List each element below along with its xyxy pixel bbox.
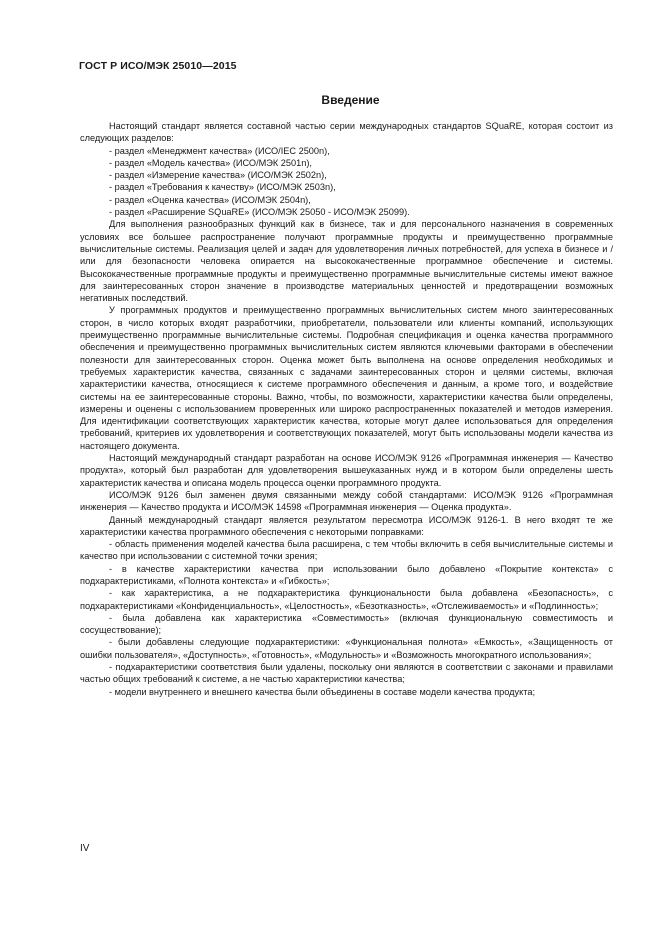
paragraph: У программных продуктов и преимущественно программных вычислительных систем много заинтересованных сторон, в число которых входят разработчики, приобретатели, пользователи или клиенты компаний, использующих преимущественно программные вычислительные системы. Подробная спецификация и оценка качества программного обеспечения и преимущественно программных вычислительных систем являются ключевыми факторами в обеспечении полезности для заинтересованных сторон. Оценка может быть выполнена на основе определения необходимых и требуемых характеристик качества, связанных с задачами заинтересованных сторон и целями системы, включая характеристики качества, относящиеся к системе программного обеспечения и данным, а кроме того, и воздействие системы на ее заинтересованные стороны. Важно, чтобы, по возможности, характеристики качества были определены, измерены и оценены с использованием проверенных или широко распространенных показателей и методов измерения. Для идентификации соответствующих характеристик качества, которые могут далее использоваться для определения требований, критериев их удовлетворения и соответствующих показателей, могут быть использованы модели качества из настоящего документа. <box>80 305 613 451</box>
paragraph: Настоящий стандарт является составной частью серии международных стандартов SQuaRE, которая состоит из следующих разделов: <box>80 121 613 144</box>
list-item: - модели внутреннего и внешнего качества были объединены в составе модели качества продукта; <box>109 686 536 697</box>
list-item: - раздел «Расширение SQuaRE» (ИСО/МЭК 25050 - ИСО/МЭК 25099). <box>109 207 410 218</box>
paragraph: Настоящий международный стандарт разработан на основе ИСО/МЭК 9126 «Программная инженерия — Качество продукта», который был разработан для удовлетворения вышеуказанных нужд и в котором были определены шесть характеристик качества и описана модель процесса оценки программного продукта. <box>80 453 613 488</box>
section-title: Введение <box>321 93 380 107</box>
page-number: IV <box>80 843 90 854</box>
paragraph: ИСО/МЭК 9126 был заменен двумя связанными между собой стандартами: ИСО/МЭК 9126 «Программная инженерия — Качество продукта и ИСО/МЭК 14598 «Программная инженерия — Оценка продукта». <box>80 489 613 513</box>
list-item: - раздел «Модель качества» (ИСО/МЭК 2501n), <box>109 157 312 168</box>
paragraph: Данный международный стандарт является результатом пересмотра ИСО/МЭК 9126-1. В него входят те же характеристики качества программного обеспечения с некоторыми поправками: <box>80 514 613 537</box>
list-item: - раздел «Менеджмент качества» (ИСО/IEC 2500n), <box>109 145 330 156</box>
list-item: - были добавлены следующие подхарактеристики: «Функциональная полнота» «Емкость», «Защищенность от ошибки пользователя», «Доступность», «Готовность», «Модульность» и «Возможность многократного использования»; <box>80 637 613 660</box>
document-header: ГОСТ Р ИСО/МЭК 25010—2015 <box>79 60 237 72</box>
list-item: - как характеристика, а не подхарактеристика функциональности была добавлена «Безопасность», с подхарактеристиками «Конфиденциальность», «Целостность», «Безотказность», «Отслеживаемость» и «Подлинность»; <box>80 588 613 611</box>
list-item: - была добавлена как характеристика «Совместимость» (включая функциональную совместимость и сосуществование); <box>80 612 613 636</box>
body-text <box>80 120 613 698</box>
list-item: - раздел «Оценка качества» (ИСО/МЭК 2504n), <box>109 194 311 205</box>
list-item: - в качестве характеристики качества при использовании было добавлено «Покрытие контекста» с подхарактеристиками, «Полнота контекста» и «Гибкость»; <box>80 563 613 586</box>
paragraph: Для выполнения разнообразных функций как в бизнесе, так и для персонального назначения в современных условиях все большее распространение получают программные продукты и преимущественно программные вычислительные системы. Реализация целей и задач для удовлетворения личных потребностей, для успеха в бизнесе и / или для безопасности человека опирается на высококачественные программное обеспечение и системы. Высококачественные программные продукты и преимущественно программные вычислительные системы имеют важное для заинтересованных сторон значение в производстве материальных ценностей и предотвращении возможных негативных последствий. <box>80 219 613 304</box>
list-item: - подхарактеристики соответствия были удалены, поскольку они являются в соответствии с законами и правилами частью общих требований к системе, а не частью характеристики качества; <box>80 662 613 685</box>
list-item: - область применения моделей качества была расширена, с тем чтобы включить в себя вычислительные системы и качество при использовании с системной точки зрения; <box>80 539 613 562</box>
list-item: - раздел «Измерение качества» (ИСО/МЭК 2502n), <box>109 170 327 181</box>
list-item: - раздел «Требования к качеству» (ИСО/МЭК 2503n), <box>109 182 336 193</box>
